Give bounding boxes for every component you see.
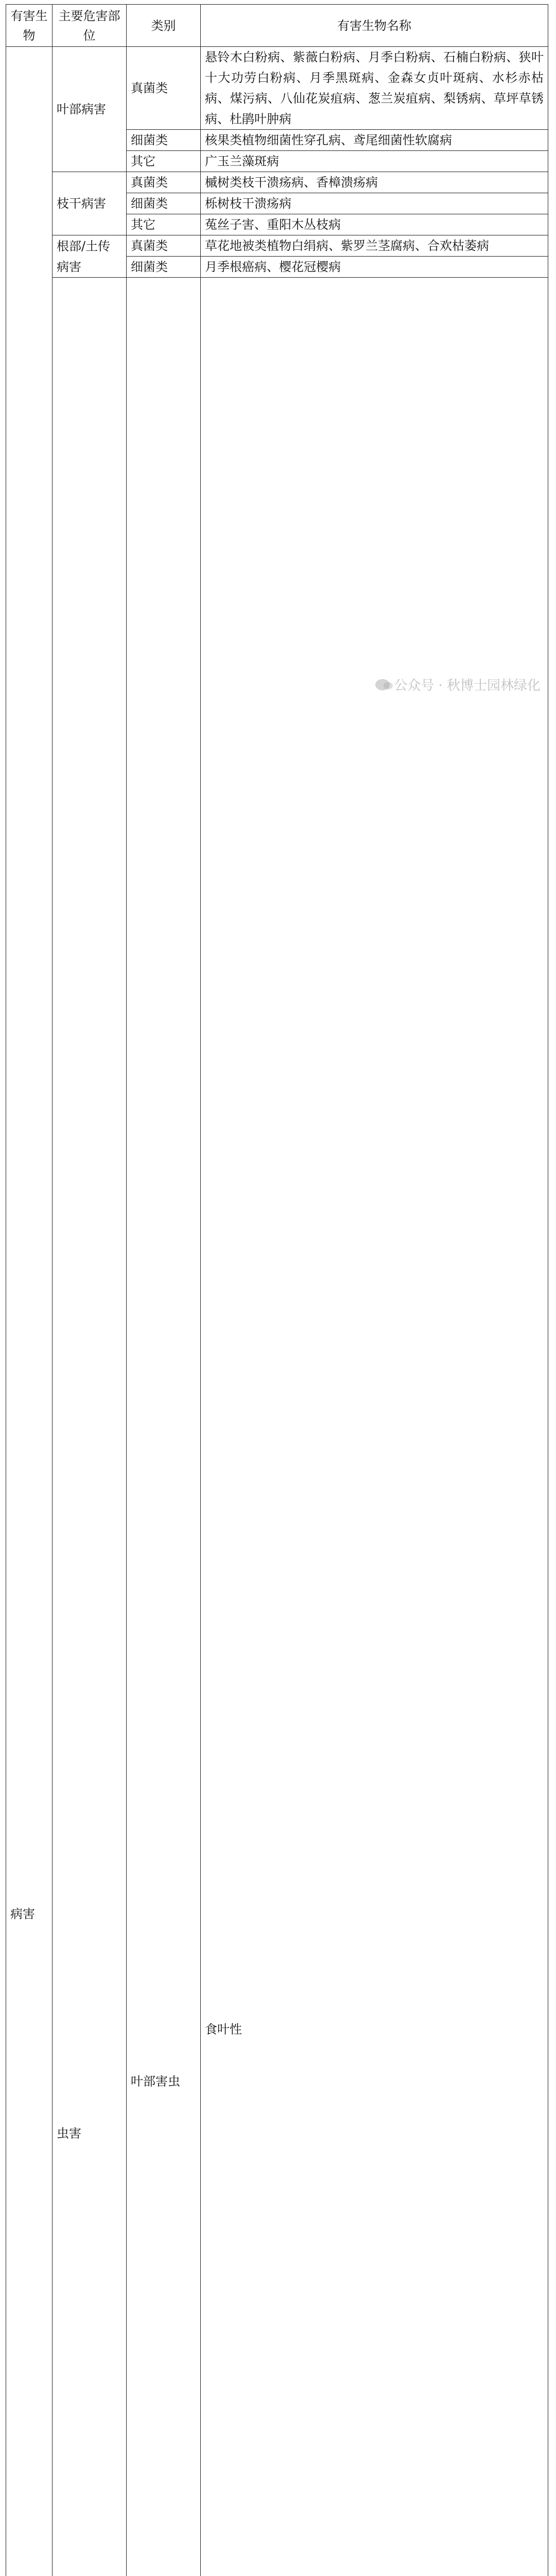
type-fungi: 真菌类: [127, 235, 201, 257]
type-other: 其它: [127, 151, 201, 172]
pest-names: 广玉兰藻斑病: [201, 151, 548, 172]
type-fungi: 真菌类: [127, 47, 201, 130]
table-row: [6, 172, 548, 193]
part-leaf-disease: 叶部病害: [53, 47, 127, 172]
part-root-disease: 根部/土传病害: [53, 235, 127, 278]
header-category: 类别: [127, 5, 201, 47]
category-disease: 病害: [6, 47, 53, 2576]
part-branch-disease: 枝干病害: [53, 172, 127, 235]
category-insect: 虫害: [53, 278, 127, 2576]
header-row: [6, 5, 548, 47]
pest-table: [6, 4, 548, 2576]
table-row: [6, 47, 548, 130]
type-bacteria: 细菌类: [127, 257, 201, 278]
type-chewing: 食叶性: [201, 278, 548, 2576]
table-row: [6, 235, 548, 257]
pest-names: 菟丝子害、重阳木丛枝病: [201, 214, 548, 235]
type-other: 其它: [127, 214, 201, 235]
header-damage-part: 主要危害部位: [53, 5, 127, 47]
type-fungi: 真菌类: [127, 172, 201, 193]
type-bacteria: 细菌类: [127, 130, 201, 151]
pest-names: 槭树类枝干溃疡病、香樟溃疡病: [201, 172, 548, 193]
table-row: [6, 278, 548, 2576]
pest-names: 栎树枝干溃疡病: [201, 193, 548, 214]
pest-names: 核果类植物细菌性穿孔病、鸢尾细菌性软腐病: [201, 130, 548, 151]
part-leaf-insect: 叶部害虫: [127, 278, 201, 2576]
type-bacteria: 细菌类: [127, 193, 201, 214]
header-pest-type: 有害生物: [6, 5, 53, 47]
pest-names: 月季根癌病、樱花冠樱病: [201, 257, 548, 278]
watermark-text: 公众号 · 秋博士园林绿化: [394, 675, 541, 694]
pest-names: 悬铃木白粉病、紫薇白粉病、月季白粉病、石楠白粉病、狭叶十大功劳白粉病、月季黑斑病、金森女贞叶斑病、水杉赤枯病、煤污病、八仙花炭疽病、葱兰炭疽病、梨锈病、草坪草锈病、杜鹃叶肿病: [201, 47, 548, 130]
header-pest-names: 有害生物名称: [201, 5, 548, 47]
pest-names: 草花地被类植物白绢病、紫罗兰茎腐病、合欢枯萎病: [201, 235, 548, 257]
